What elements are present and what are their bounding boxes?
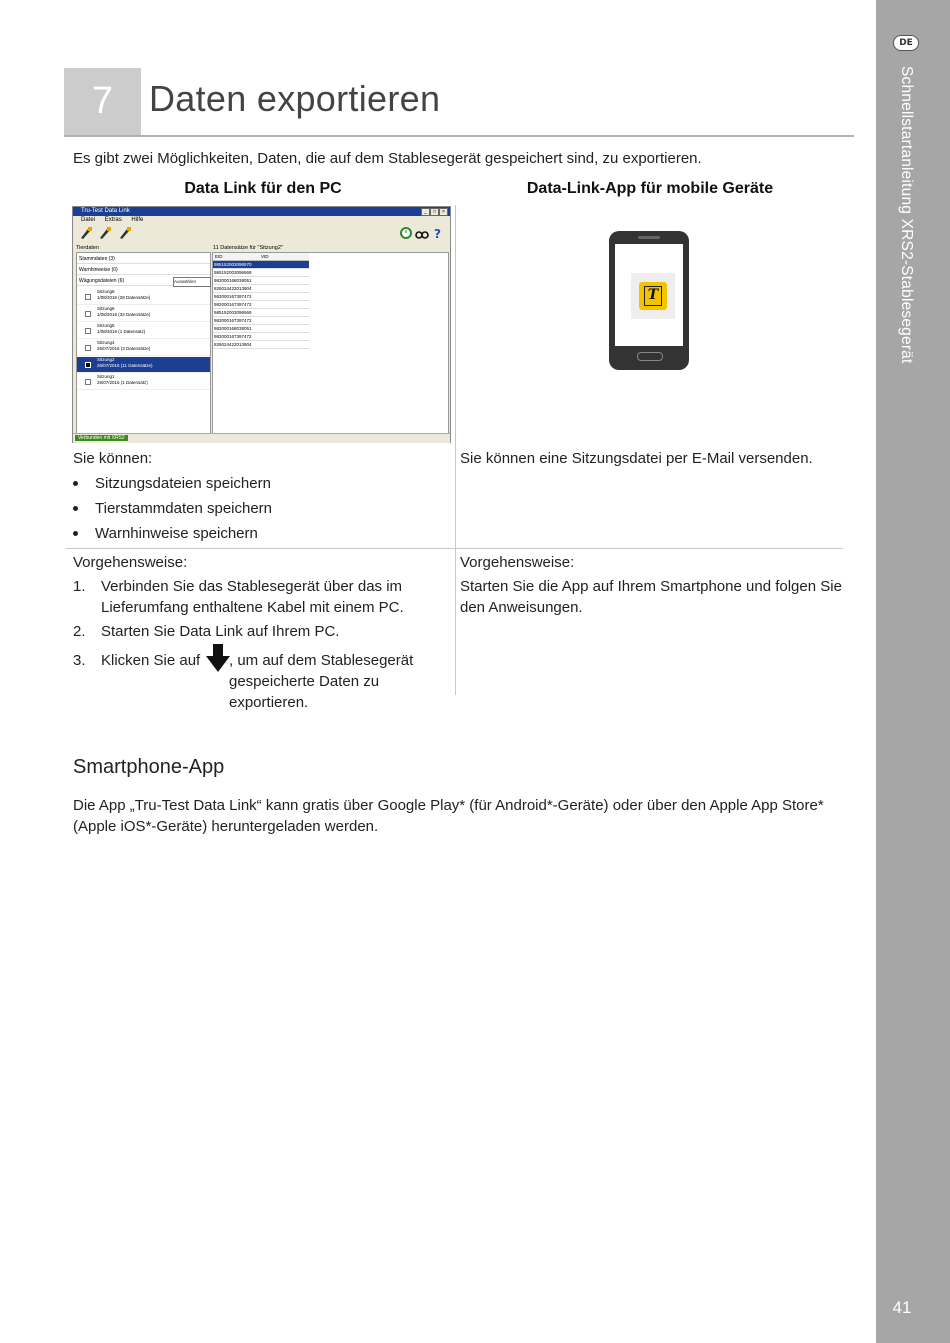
checkbox-icon [85,294,91,300]
column-heading-mobile: Data-Link-App für mobile Geräte [526,180,774,197]
phone-speaker [638,236,660,239]
table-row: 826024422013904 [213,285,309,293]
checkbox-icon [85,311,91,317]
smartphone-illustration [609,231,689,370]
session-detail: 1/08/2016 (28 Datensätze) [97,295,151,300]
section-text: Die App „Tru-Test Data Link“ kann gratis über Google Play* (für Android*-Geräte) oder über den Apple App Store* (Apple iOS*-Geräte) heruntergeladen werden. [73,797,824,835]
data-link-app-icon [639,282,667,310]
menu-extras: Extras [104,217,122,223]
connection-status: Verbunden mit XRS2 [75,435,128,441]
app-tile [631,273,675,319]
running-title: Schnellstartanleitung XRS2-Stablesegerät [898,66,915,364]
pc-capabilities-intro: Sie können: [73,450,153,467]
session-name: Sitzung2 [97,357,115,362]
table-row: 826024422013904 [213,341,309,349]
session-name: Sitzung5 [97,323,115,328]
data-link-screenshot [72,206,451,443]
records-pane [212,252,449,434]
session-row-selected [77,357,210,373]
binoculars-icon [415,226,429,240]
maximize-icon: □ [430,208,439,216]
session-row [77,323,210,339]
phone-home-button [637,352,663,361]
sync-tool-icon [118,226,132,240]
session-row [77,289,210,305]
session-row [77,340,210,356]
table-row: 985152003096569 [213,309,309,317]
screenshot-statusbar [73,433,450,443]
session-row [77,306,210,322]
table-row: 982000167397472 [213,317,309,325]
session-name: Sitzung4 [97,340,115,345]
checkbox-checked-icon [85,362,91,368]
checkbox-icon [85,328,91,334]
step-text-after-icon [229,650,449,713]
mobile-procedure-label: Vorgehensweise: [460,554,575,571]
step-number: 3. [73,652,86,669]
phone-screen [615,244,683,346]
bullet-icon [73,531,78,536]
bullet-icon [73,506,78,511]
bullet-text: Warnhinweise speichern [95,525,258,542]
chapter-number: 7 [64,68,141,135]
bullet-text: Sitzungsdateien speichern [95,475,271,492]
vid-header: VID [261,254,269,259]
session-detail: 26/07/2016 (11 Datensätze) [97,363,153,368]
screenshot-titlebar [73,207,450,216]
table-row: 982000167397472 [213,333,309,341]
session-detail: 1/08/2016 (1 Datensatz) [97,329,146,334]
column-divider [455,205,456,695]
table-header [213,253,309,261]
language-badge: DE [893,35,919,51]
help-icon [431,226,445,240]
upload-tool-icon [79,226,93,240]
header-rule [64,135,854,137]
sessions-label: Wägungsdateien (6) [77,277,210,286]
minimize-icon: _ [421,208,430,216]
session-row [77,374,210,390]
pc-procedure-label: Vorgehensweise: [73,554,188,571]
table-row: 982000167397472 [213,293,309,301]
checkbox-icon [85,379,91,385]
section-heading: Smartphone-App [73,756,225,778]
table-row: 985152003096569 [213,269,309,277]
bullet-text: Tierstammdaten speichern [95,500,273,517]
checkbox-icon [85,345,91,351]
step-text-before-icon: Klicken Sie auf [101,652,201,669]
records-label: 11 Datensätze für "Sitzung2" [213,245,283,251]
session-name: Sitzung6 [97,289,115,294]
animal-data-pane [76,252,211,434]
clock-icon [399,226,413,240]
step-number: 2. [73,623,86,640]
app-icon-letter: T [644,286,662,306]
animal-data-label: Tierdaten [76,245,100,251]
chapter-title: Daten exportieren [149,78,441,119]
mobile-procedure-text: Starten Sie die App auf Ihrem Smartphone und folgen Sie den Anweisungen. [460,578,842,616]
screenshot-toolbar [73,224,450,244]
table-row-selected: 985152003096570 [213,261,309,269]
session-detail: 26/07/2016 (3 Datensätze) [97,346,151,351]
session-detail: 1/08/2016 (32 Datensätze) [97,312,151,317]
menu-datei: Datei [81,217,96,223]
records-table [213,253,309,349]
menu-hilfe: Hilfe [131,217,144,223]
screenshot-menubar [73,216,450,224]
step-text: Verbinden Sie das Stablesegerät über das im Lieferumfang enthaltene Kabel mit einem PC. [101,578,404,616]
list-item: Stammdaten (3) [77,254,210,264]
session-detail: 26/07/2016 (1 Datensatz) [97,380,148,385]
download-tool-icon [98,226,112,240]
session-name: Sitzung6 [97,306,115,311]
download-arrow-icon [206,644,230,672]
bullet-icon [73,481,78,486]
step-text-after: , um auf dem Stablesegerät gespeicherte Daten zu exportieren. [229,652,414,711]
row-divider [66,548,843,549]
list-item: Warnhinweise (0) [77,265,210,275]
close-icon: × [439,208,448,216]
page-number: 41 [892,1298,912,1317]
table-row: 982000168038051 [213,325,309,333]
svg-text:?: ? [434,227,441,240]
intro-text: Es gibt zwei Möglichkeiten, Daten, die auf dem Stablesegerät gespeichert sind, zu exportieren. [73,150,702,167]
mobile-capabilities-intro: Sie können eine Sitzungsdatei per E-Mail versenden. [460,450,813,467]
column-heading-pc: Data Link für den PC [184,180,342,197]
table-row: 982000168038051 [213,277,309,285]
eid-header: EID [215,254,223,259]
session-select: Auswählen [173,277,211,287]
step-text: Starten Sie Data Link auf Ihrem PC. [101,623,340,640]
screenshot-title: Tru-Test Data Link [81,208,130,214]
session-name: Sitzung1 [97,374,115,379]
table-row: 982000167397472 [213,301,309,309]
step-number: 1. [73,578,86,595]
